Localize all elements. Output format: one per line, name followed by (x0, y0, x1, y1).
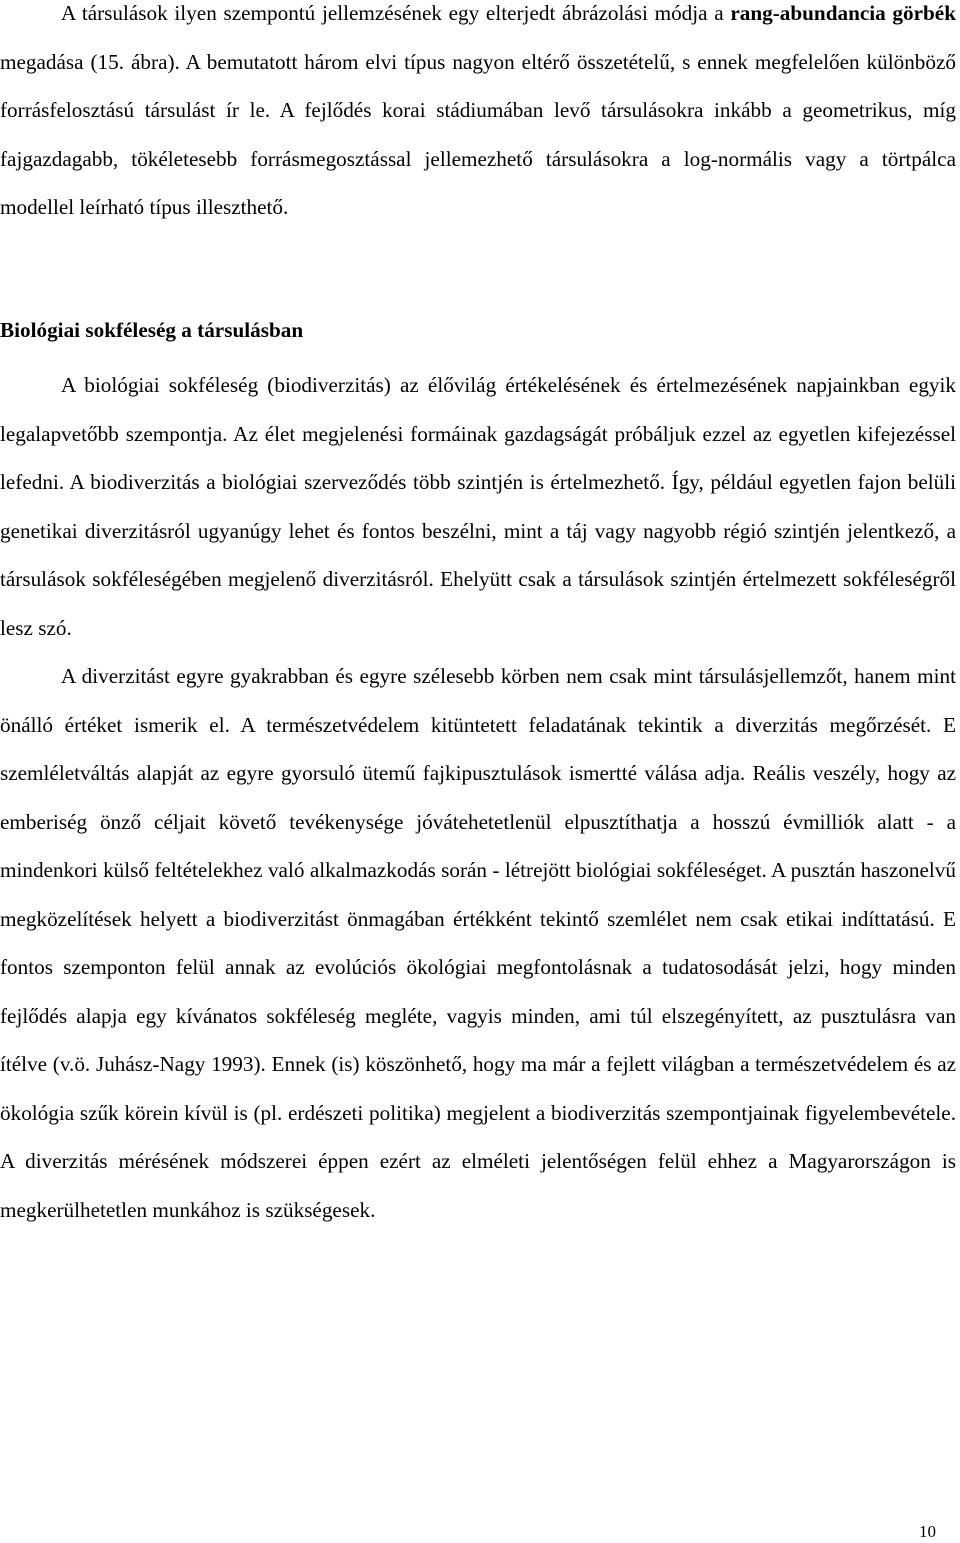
section-heading: Biológiai sokféleség a társulásban (0, 318, 304, 342)
intro-rest-text: megadása (15. ábra). A bemutatott három elvi típus nagyon eltérő összetételű, s ennek megfelelően különböző forrásfelosztású társulást ír le. A fejlődés korai stádiumában levő társulásokra inkább a geometrikus, míg fajgazdagabb, tökéletesebb forrásmegosztással jellemezhető társulásokra a log-normális vagy a törtpálca modellel leírható típus illeszthető. (0, 49, 956, 219)
intro-lead-text: A társulások ilyen szempontú jellemzésének egy elterjedt ábrázolási módja a (61, 1, 731, 25)
page-number: 10 (919, 1522, 936, 1541)
body-paragraph-conservation: A diverzitást egyre gyakrabban és egyre szélesebb körben nem csak mint társulásjellemzőt, hanem mint önálló értéket ismerik el. A természetvédelem kitüntetett feladatának tekintik a diverzitás megőrzését. E szemléletváltás alapját az egyre gyorsuló ütemű fajkipusztulások ismertté válása adja. Reális veszély, hogy az emberiség önző céljait követő tevékenysége jóvátehetetlenül elpusztíthatja a hosszú évmilliók alatt - a mindenkori külső feltételekhez való alkalmazkodás során - létrejött biológiai sokféleséget. A pusztán haszonelvű megközelítések helyett a biodiverzitást önmagában értékként tekintő szemlélet nem csak etikai indíttatású. E fontos szemponton felül annak az evolúciós ökológiai megfontolásnak a tudatosodását jelzi, hogy minden fejlődés alapja egy kívánatos sokféleség megléte, vagyis minden, ami túl elszegényített, az pusztulásra van ítélve (v.ö. Juhász-Nagy 1993). Ennek (is) köszönhető, hogy ma már a fejlett világban a természetvédelem és az ökológia szűk körein kívül is (pl. erdészeti politika) megjelent a biodiverzitás szempontjainak figyelembevétele. A diverzitás mérésének módszerei éppen ezért az elméleti jelentőségen felül ehhez a Magyarországon is megkerülhetetlen munkához is szükségesek. (0, 664, 956, 1222)
section-body (0, 361, 956, 1234)
intro-paragraph (0, 0, 956, 232)
body-paragraph-biodiversity: A biológiai sokféleség (biodiverzitás) az élővilág értékelésének és értelmezésének napjainkban egyik legalapvetőbb szempontja. Az élet megjelenési formáinak gazdagságát próbáljuk ezzel az egyetlen kifejezéssel lefedni. A biodiverzitás a biológiai szerveződés több szintjén is értelmezhető. Így, például egyetlen fajon belüli genetikai diverzitásról ugyanúgy lehet és fontos beszélni, mint a táj vagy nagyobb régió szintjén jelentkező, a társulások sokféleségében megjelenő diverzitásról. Ehelyütt csak a társulások szintjén értelmezett sokféleségről lesz szó. (0, 373, 956, 640)
rang-abundancia-term: rang-abundancia görbék (730, 1, 956, 25)
